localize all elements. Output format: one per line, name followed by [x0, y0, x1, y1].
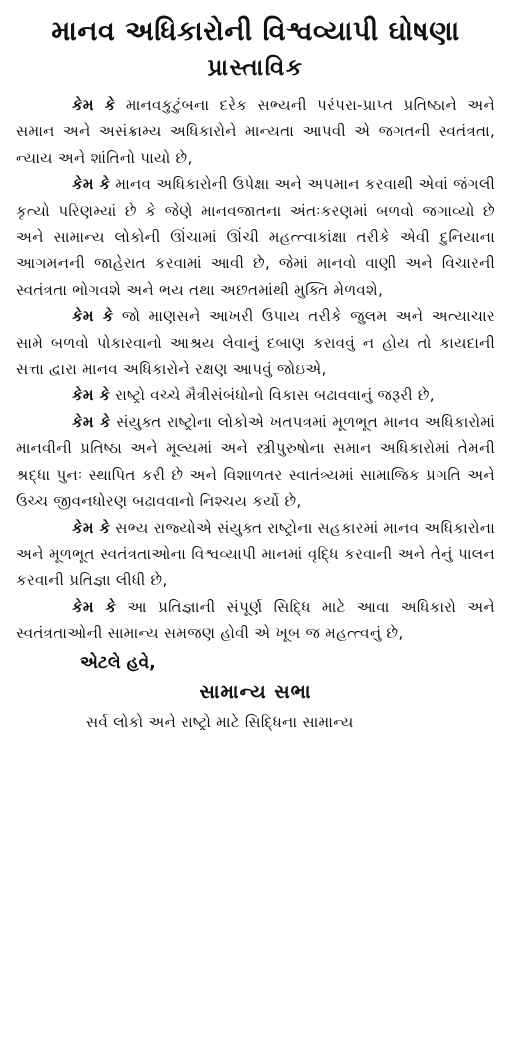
paragraph-text: આ પ્રતિજ્ઞાની સંપૂર્ણ સિદ્ધિ માટે આવા અધિકારો અને સ્વતંત્રતાઓની સામાન્ય સમજણ હોવી એ ખૂબ જ મહત્ત્વનું છે,	[16, 597, 495, 643]
preamble-paragraph	[16, 382, 495, 408]
preamble-paragraph	[16, 171, 495, 303]
paragraph-text: માનવ અધિકારોની ઉપેક્ષા અને અપમાન કરવાથી એવાં જંગલી કૃત્યો પરિણમ્યાં છે કે જેણે માનવજાતના અંતઃકરણમાં બળવો જગાવ્યો છે અને સામાન્ય લોકોની ઊંચામાં ઊંચી મહત્ત્વાકાંક્ષા તરીકે એવી દુનિયાના આગમનની જાહેરાત કરવામાં આવી છે, જેમાં માનવો વાણી અને વિચારની સ્વતંત્રતા ભોગવશે અને ભય તથા અછતમાંથી મુક્તિ મેળવશે,	[16, 175, 495, 299]
whereas-lead: કેમ કે	[72, 307, 114, 326]
preamble-paragraph	[16, 303, 495, 382]
preamble-paragraph	[16, 92, 495, 171]
paragraph-text: જો માણસને આખરી ઉપાય તરીકે જુલમ અને અત્યાચાર સામે બળવો પોકારવાનો આશ્રય લેવાનું દબાણ કરાવવું ન હોય તો કાયદાની સત્તા દ્વારા માનવ અધિકારોને રક્ષણ આપવું જોઇએ,	[16, 307, 495, 379]
whereas-lead: કેમ કે	[72, 412, 111, 431]
now-therefore-heading: એટલે હવે,	[80, 652, 156, 673]
preamble-paragraph	[16, 409, 495, 515]
whereas-lead: કેમ કે	[72, 96, 116, 114]
document-title: માનવ અધિકારોની વિશ્વવ્યાપી ઘોષણા	[51, 16, 460, 47]
paragraph-text: માનવકુટુંબના દરેક સભ્યની પરંપરા-પ્રાપ્ત પ્રતિષ્ઠાને અને સમાન અને અસંક્રામ્ય અધિકારોને માન્યતા આપવી એ જગતની સ્વતંત્રતા, ન્યાય અને શાંતિનો પાયો છે,	[16, 96, 496, 167]
whereas-lead: કેમ કે	[72, 175, 111, 194]
preamble-heading: પ્રાસ્તાવિક	[207, 55, 304, 81]
proclamation-text: સર્વ લોકો અને રાષ્ટ્રો માટે સિદ્ધિના સામાન્ય	[86, 712, 354, 731]
paragraph-text: સંયુક્ત રાષ્ટ્રોના લોકોએ ખતપત્રમાં મૂળભૂત માનવ અધિકારોમાં માનવીની પ્રતિષ્ઠા અને મૂલ્યમાં અને સ્ત્રીપુરુષોના સમાન અધિકારોમાં તેમની શ્રદ્ધા પુનઃ સ્થાપિત કરી છે અને વિશાળતર સ્વાતંત્ર્યમાં સામાજિક પ્રગતિ અને ઉચ્ચ જીવનધોરણ બઢાવવાનો નિશ્ચય કર્યો છે,	[16, 412, 495, 511]
preamble-paragraph	[16, 515, 495, 594]
whereas-lead: કેમ કે	[72, 518, 111, 537]
whereas-lead: કેમ કે	[72, 597, 117, 616]
whereas-lead: કેમ કે	[72, 386, 111, 405]
paragraph-text: સભ્ય રાજ્યોએ સંયુક્ત રાષ્ટ્રોના સહકારમાં માનવ અધિકારોના અને મૂળભૂત સ્વતંત્રતાઓના વિશ્વવ્યાપી માનમાં વૃદ્ધિ કરવાની અને તેનું પાલન કરવાની પ્રતિજ્ઞા લીધી છે,	[16, 518, 495, 590]
general-assembly-heading: સામાન્ય સભા	[199, 680, 312, 703]
preamble-paragraph	[16, 594, 495, 647]
paragraph-text: રાષ્ટ્રો વચ્ચે મૈત્રીસંબંધોનો વિકાસ બઢાવવાનું જરૂરી છે,	[110, 386, 435, 405]
